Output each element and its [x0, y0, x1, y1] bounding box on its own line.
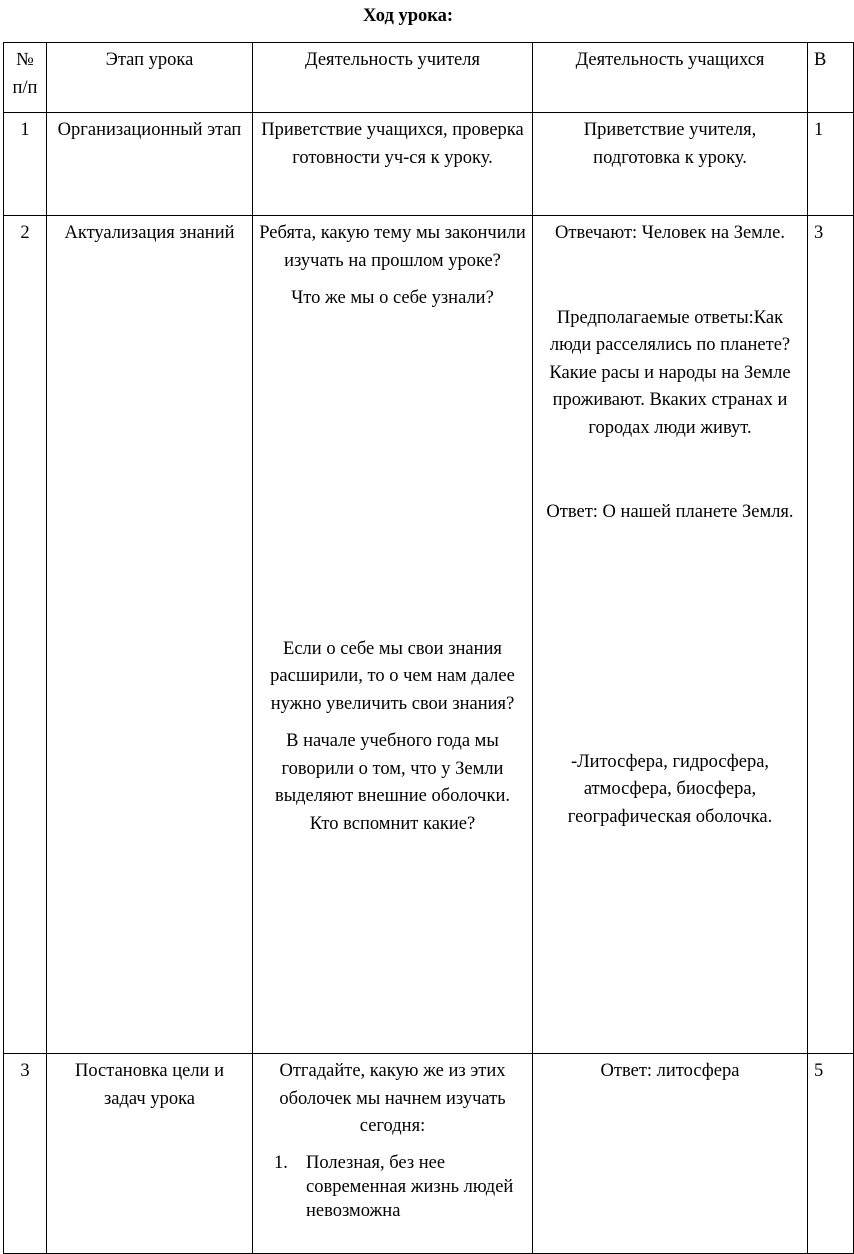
teacher-text: Отгадайте, какую же из этих оболочек мы начнем изучать сегодня: [279, 1061, 506, 1136]
table-row [4, 1054, 854, 1254]
header-num: № п/п [4, 43, 47, 113]
row-stage: Постановка цели и задач урока [47, 1054, 253, 1254]
table-row [4, 216, 854, 1054]
teacher-numbered-list [259, 1151, 526, 1223]
page-title: Ход урока: [362, 6, 454, 26]
student-activity [533, 216, 808, 1054]
lesson-plan-table [3, 42, 854, 1254]
header-teacher: Деятельность учителя [253, 43, 533, 113]
header-students: Деятельность учащихся [533, 43, 808, 113]
teacher-text: Приветствие учащихся, проверка готовности уч-ся к уроку. [261, 120, 524, 168]
teacher-text: Если о себе мы свои знания расширили, то о чем нам далее нужно увеличить свои знания? [270, 638, 515, 714]
row-extra: 1 [808, 113, 854, 216]
student-text: -Литосфера, гидросфера, атмосфера, биосфера, географическая оболочка. [567, 751, 773, 827]
teacher-text: Что же мы о себе узнали? [291, 288, 494, 308]
teacher-activity [253, 113, 533, 216]
list-item-text: Полезная, без нее современная жизнь людей невозможна [306, 1152, 514, 1221]
student-text: Отвечают: Человек на Земле. [555, 223, 785, 243]
student-activity [533, 113, 808, 216]
student-text: Ответ: О нашей планете Земля. [546, 502, 794, 522]
row-stage: Актуализация знаний [47, 216, 253, 1054]
row-extra: 5 [808, 1054, 854, 1254]
student-text: Приветствие учителя, подготовка к уроку. [583, 120, 757, 168]
list-item [274, 1151, 526, 1223]
teacher-text: Ребята, какую тему мы закончили изучать на прошлом уроке? [259, 223, 526, 271]
list-item-number: 1. [274, 1152, 288, 1173]
row-num: 3 [4, 1054, 47, 1254]
teacher-text: В начале учебного года мы говорили о том, что у Земли выделяют внешние оболочки. Кто вспомнит какие? [274, 731, 511, 834]
teacher-activity [253, 1054, 533, 1254]
student-text: Предполагаемые ответы:Как люди расселялись по планете?Какие расы и народы на Земле проживают. Вкаких странах и городах люди живут. [549, 307, 791, 438]
row-num: 1 [4, 113, 47, 216]
student-activity [533, 1054, 808, 1254]
row-stage: Организационный этап [47, 113, 253, 216]
teacher-activity [253, 216, 533, 1054]
table-row [4, 113, 854, 216]
row-extra: 3 [808, 216, 854, 1054]
header-extra: В [808, 43, 854, 113]
student-text: Ответ: литосфера [600, 1061, 740, 1081]
row-num: 2 [4, 216, 47, 1054]
header-stage: Этап урока [47, 43, 253, 113]
table-header-row [4, 43, 854, 113]
